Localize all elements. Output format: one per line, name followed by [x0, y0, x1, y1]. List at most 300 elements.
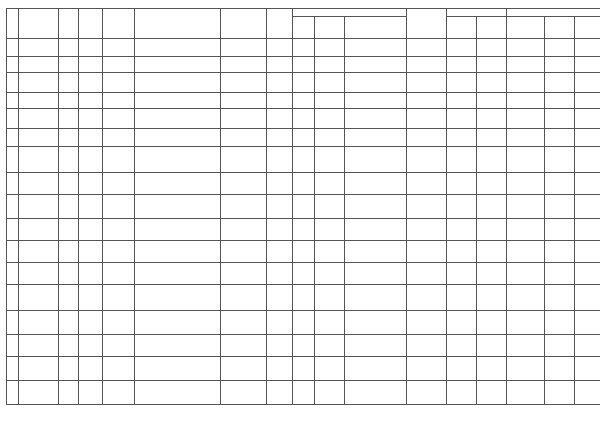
table-cell [345, 195, 407, 219]
table-cell [135, 285, 221, 311]
table-cell [103, 311, 135, 335]
table-cell [103, 381, 135, 405]
table-row [7, 93, 600, 109]
table-cell [315, 357, 345, 381]
table-cell [103, 73, 135, 93]
table-cell [19, 147, 59, 173]
table-cell [7, 311, 19, 335]
table-cell [345, 173, 407, 195]
table-cell [79, 109, 103, 129]
table-cell [267, 173, 293, 195]
table-cell [135, 73, 221, 93]
header-cell [477, 17, 507, 39]
table-cell [447, 173, 477, 195]
table-cell [221, 285, 267, 311]
table-cell [407, 263, 447, 285]
table-cell [19, 73, 59, 93]
table-cell [575, 93, 600, 109]
table-cell [7, 173, 19, 195]
table-cell [103, 195, 135, 219]
table-row [7, 173, 600, 195]
table-cell [293, 195, 315, 219]
table-cell [135, 109, 221, 129]
header-cell [19, 9, 59, 39]
table-cell [135, 39, 221, 57]
table-cell [221, 57, 267, 73]
table-cell [407, 93, 447, 109]
table-row [7, 241, 600, 263]
table-body [7, 39, 600, 405]
table-row [7, 109, 600, 129]
table-cell [345, 357, 407, 381]
table-cell [507, 173, 545, 195]
table-cell [507, 263, 545, 285]
table-cell [315, 173, 345, 195]
table-row [7, 335, 600, 357]
table-cell [545, 39, 575, 57]
table-cell [407, 357, 447, 381]
table-cell [477, 357, 507, 381]
table-cell [103, 335, 135, 357]
table-cell [477, 285, 507, 311]
header-cell [575, 17, 600, 39]
table-cell [507, 285, 545, 311]
table-cell [477, 263, 507, 285]
table-cell [103, 263, 135, 285]
table-cell [221, 219, 267, 241]
table-cell [19, 241, 59, 263]
table-cell [345, 381, 407, 405]
table-cell [7, 335, 19, 357]
table-cell [477, 219, 507, 241]
table-cell [345, 147, 407, 173]
table-cell [477, 195, 507, 219]
table-cell [447, 241, 477, 263]
table-cell [221, 357, 267, 381]
table-cell [19, 335, 59, 357]
table-cell [507, 335, 545, 357]
table-cell [545, 93, 575, 109]
table-cell [19, 195, 59, 219]
table-cell [7, 109, 19, 129]
table-cell [135, 381, 221, 405]
table-cell [7, 285, 19, 311]
table-cell [345, 311, 407, 335]
table-cell [507, 129, 545, 147]
table-cell [507, 57, 545, 73]
table-cell [103, 109, 135, 129]
table-cell [345, 109, 407, 129]
table-cell [103, 219, 135, 241]
table-row [7, 381, 600, 405]
table-cell [135, 195, 221, 219]
table-cell [59, 285, 79, 311]
table-cell [407, 173, 447, 195]
table-cell [293, 311, 315, 335]
table-cell [267, 263, 293, 285]
table-cell [103, 241, 135, 263]
table-cell [79, 311, 103, 335]
table-cell [447, 195, 477, 219]
table-cell [507, 219, 545, 241]
table-cell [575, 195, 600, 219]
table-cell [407, 219, 447, 241]
table-cell [447, 285, 477, 311]
table-cell [575, 335, 600, 357]
table-cell [267, 381, 293, 405]
table-cell [477, 147, 507, 173]
table-cell [19, 219, 59, 241]
table-cell [19, 129, 59, 147]
table-cell [79, 357, 103, 381]
table-cell [267, 129, 293, 147]
table-cell [575, 285, 600, 311]
header-cell [267, 9, 293, 39]
table-cell [135, 241, 221, 263]
table-cell [221, 39, 267, 57]
table-cell [447, 357, 477, 381]
table-cell [545, 109, 575, 129]
table-cell [545, 147, 575, 173]
table-cell [221, 335, 267, 357]
header-cell [7, 9, 19, 39]
header-cell [545, 17, 575, 39]
table-cell [19, 57, 59, 73]
table-cell [545, 73, 575, 93]
table-cell [507, 195, 545, 219]
table-cell [507, 39, 545, 57]
table-cell [221, 93, 267, 109]
table-cell [407, 285, 447, 311]
header-cell [345, 17, 407, 39]
table-cell [477, 173, 507, 195]
table-cell [545, 173, 575, 195]
table-cell [79, 219, 103, 241]
table-cell [345, 57, 407, 73]
table-header [7, 9, 600, 39]
table-cell [19, 357, 59, 381]
table-row [7, 57, 600, 73]
table-cell [477, 73, 507, 93]
table-cell [407, 241, 447, 263]
header-cell [221, 9, 267, 39]
table-cell [545, 335, 575, 357]
table-cell [267, 93, 293, 109]
header-cell [407, 9, 447, 39]
table-cell [221, 147, 267, 173]
header-cell [293, 17, 315, 39]
table-cell [267, 147, 293, 173]
table-cell [135, 57, 221, 73]
table-cell [407, 57, 447, 73]
table-cell [79, 381, 103, 405]
table-cell [477, 39, 507, 57]
table-row [7, 285, 600, 311]
table-cell [315, 335, 345, 357]
table-cell [293, 73, 315, 93]
table-cell [575, 129, 600, 147]
header-cell [315, 17, 345, 39]
table-cell [507, 73, 545, 93]
table-cell [447, 219, 477, 241]
table-cell [545, 195, 575, 219]
table-cell [345, 39, 407, 57]
table-cell [19, 381, 59, 405]
table-cell [447, 129, 477, 147]
table-cell [575, 263, 600, 285]
table-cell [477, 93, 507, 109]
table-cell [7, 73, 19, 93]
table-cell [7, 147, 19, 173]
table-cell [575, 147, 600, 173]
table-cell [407, 147, 447, 173]
table-row [7, 357, 600, 381]
header-group-cell [447, 9, 507, 17]
table-cell [575, 73, 600, 93]
table-cell [221, 241, 267, 263]
table-cell [477, 241, 507, 263]
table-cell [293, 173, 315, 195]
table-cell [7, 241, 19, 263]
table-row [7, 73, 600, 93]
project-table [6, 8, 600, 405]
table-cell [575, 381, 600, 405]
table-cell [79, 173, 103, 195]
table-cell [135, 263, 221, 285]
table-cell [103, 357, 135, 381]
table-cell [267, 335, 293, 357]
table-cell [7, 93, 19, 109]
table-cell [545, 263, 575, 285]
table-row [7, 219, 600, 241]
table-row [7, 195, 600, 219]
table-cell [59, 195, 79, 219]
table-cell [267, 219, 293, 241]
table-cell [345, 219, 407, 241]
table-cell [315, 129, 345, 147]
table-cell [293, 109, 315, 129]
table-cell [59, 57, 79, 73]
header-cell [79, 9, 103, 39]
table-cell [447, 73, 477, 93]
table-cell [79, 241, 103, 263]
table-cell [315, 39, 345, 57]
table-cell [293, 147, 315, 173]
table-cell [59, 335, 79, 357]
header-group-cell [507, 9, 600, 17]
table-cell [59, 109, 79, 129]
table-cell [135, 219, 221, 241]
table-cell [7, 357, 19, 381]
table-cell [447, 109, 477, 129]
table-cell [19, 93, 59, 109]
table-cell [345, 73, 407, 93]
table-cell [293, 381, 315, 405]
table-cell [267, 195, 293, 219]
table-cell [221, 173, 267, 195]
table-cell [267, 311, 293, 335]
table-cell [59, 311, 79, 335]
table-cell [575, 219, 600, 241]
table-cell [545, 57, 575, 73]
table-cell [545, 219, 575, 241]
table-cell [315, 73, 345, 93]
table-cell [293, 263, 315, 285]
table-cell [407, 195, 447, 219]
table-cell [59, 241, 79, 263]
table-cell [447, 263, 477, 285]
table-cell [267, 241, 293, 263]
table-cell [477, 335, 507, 357]
table-cell [293, 93, 315, 109]
table-cell [407, 39, 447, 57]
table-cell [79, 335, 103, 357]
table-cell [407, 311, 447, 335]
table-cell [477, 311, 507, 335]
table-cell [59, 147, 79, 173]
table-cell [507, 311, 545, 335]
table-cell [135, 93, 221, 109]
table-cell [19, 109, 59, 129]
table-cell [315, 381, 345, 405]
table-cell [221, 263, 267, 285]
table-cell [545, 241, 575, 263]
table-cell [315, 219, 345, 241]
table-cell [59, 129, 79, 147]
table-cell [407, 73, 447, 93]
table-cell [507, 147, 545, 173]
table-cell [315, 285, 345, 311]
table-cell [135, 311, 221, 335]
table-cell [447, 39, 477, 57]
table-cell [293, 285, 315, 311]
table-cell [79, 195, 103, 219]
table-cell [315, 241, 345, 263]
table-cell [19, 39, 59, 57]
table-cell [19, 285, 59, 311]
table-cell [103, 57, 135, 73]
table-cell [267, 73, 293, 93]
table-cell [103, 93, 135, 109]
table-cell [447, 93, 477, 109]
header-cell [447, 17, 477, 39]
table-cell [345, 129, 407, 147]
header-cell [507, 17, 545, 39]
table-cell [407, 129, 447, 147]
table-cell [315, 147, 345, 173]
table-cell [477, 57, 507, 73]
table-cell [575, 39, 600, 57]
document-page [6, 8, 594, 424]
table-row [7, 129, 600, 147]
table-cell [59, 39, 79, 57]
table-cell [293, 219, 315, 241]
table-cell [447, 147, 477, 173]
table-cell [267, 57, 293, 73]
table-cell [315, 57, 345, 73]
table-cell [477, 109, 507, 129]
header-cell [135, 9, 221, 39]
table-cell [267, 109, 293, 129]
table-cell [545, 311, 575, 335]
table-cell [59, 173, 79, 195]
header-group-row [7, 9, 600, 17]
table-cell [135, 147, 221, 173]
table-cell [345, 263, 407, 285]
table-cell [221, 381, 267, 405]
table-cell [7, 195, 19, 219]
table-cell [7, 39, 19, 57]
table-cell [103, 39, 135, 57]
table-cell [59, 381, 79, 405]
table-cell [507, 357, 545, 381]
table-cell [79, 57, 103, 73]
table-cell [59, 73, 79, 93]
table-cell [59, 357, 79, 381]
table-cell [79, 129, 103, 147]
table-cell [135, 129, 221, 147]
table-cell [79, 263, 103, 285]
table-cell [79, 39, 103, 57]
table-cell [545, 285, 575, 311]
table-cell [293, 357, 315, 381]
table-cell [79, 147, 103, 173]
table-row [7, 39, 600, 57]
table-cell [59, 93, 79, 109]
table-cell [103, 285, 135, 311]
table-cell [293, 241, 315, 263]
table-cell [59, 219, 79, 241]
table-cell [7, 57, 19, 73]
table-cell [545, 357, 575, 381]
table-cell [79, 73, 103, 93]
table-cell [267, 357, 293, 381]
table-cell [103, 147, 135, 173]
table-cell [135, 173, 221, 195]
table-cell [545, 381, 575, 405]
table-cell [7, 219, 19, 241]
table-cell [345, 335, 407, 357]
table-cell [447, 335, 477, 357]
table-cell [345, 93, 407, 109]
table-cell [575, 311, 600, 335]
table-cell [447, 311, 477, 335]
table-cell [221, 73, 267, 93]
table-cell [103, 173, 135, 195]
table-cell [507, 93, 545, 109]
table-cell [447, 57, 477, 73]
header-cell [103, 9, 135, 39]
table-cell [575, 57, 600, 73]
table-cell [345, 285, 407, 311]
table-cell [507, 241, 545, 263]
table-cell [575, 109, 600, 129]
table-cell [315, 109, 345, 129]
table-cell [315, 93, 345, 109]
table-cell [345, 241, 407, 263]
table-cell [315, 195, 345, 219]
table-cell [135, 335, 221, 357]
table-cell [19, 311, 59, 335]
table-cell [477, 381, 507, 405]
table-cell [507, 109, 545, 129]
table-cell [293, 57, 315, 73]
table-cell [19, 263, 59, 285]
table-cell [315, 263, 345, 285]
table-cell [407, 109, 447, 129]
table-cell [267, 39, 293, 57]
table-cell [135, 357, 221, 381]
